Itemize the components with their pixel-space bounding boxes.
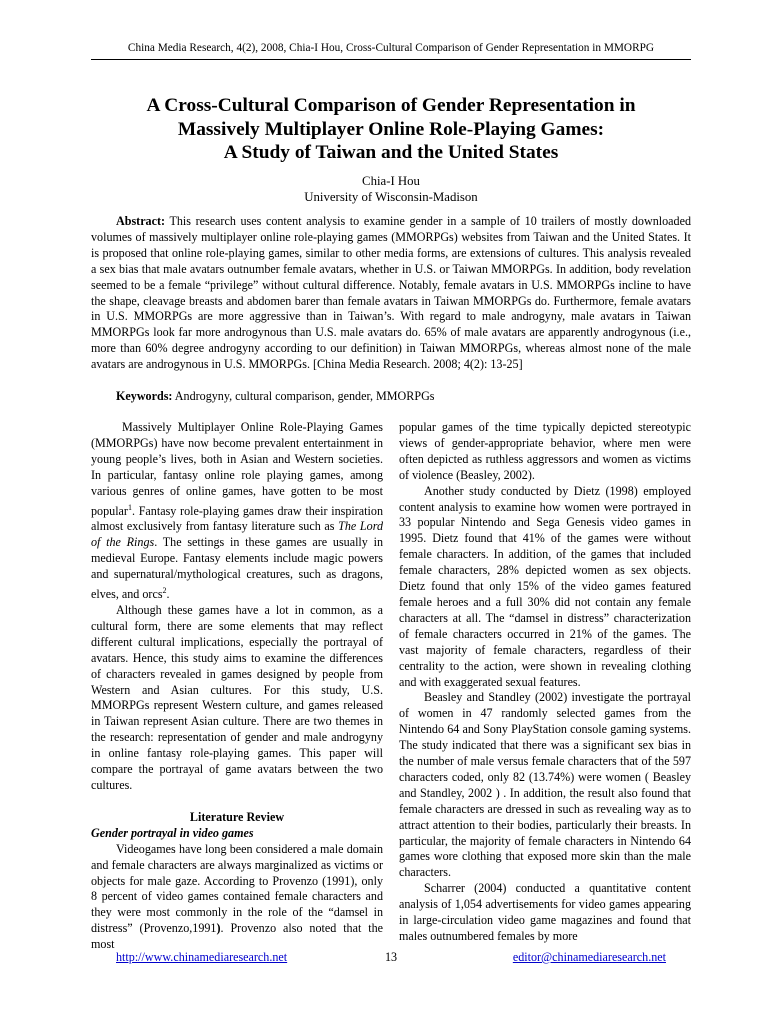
header-rule — [91, 59, 691, 60]
abstract — [91, 214, 691, 373]
right-column — [399, 420, 691, 945]
website-link[interactable]: http://www.chinamediaresearch.net — [116, 950, 288, 964]
intro-paragraph-2: Although these games have a lot in common, as a cultural form, there are some elements that may reflect different cultural implications, especially the portrayal of avatars. Hence, this study aims to examine the differences of characters revealed in games designed by people from Western and Asian cultures. For this study, U.S. MMORPGs represent Western culture, and games released in Taiwan represent Asian culture. There are two themes in the research: representation of gender and male androgyny in online fantasy role-playing games. This paper will compare the portrayal of game avatars between the two cultures. — [91, 603, 383, 792]
paper-title — [91, 94, 691, 165]
footnote-ref-1: 1 — [127, 502, 132, 512]
footnote-ref-2: 2 — [162, 586, 167, 596]
abstract-text: This research uses content analysis to examine gender in a sample of 10 trailers of mostly downloaded volumes of massively multiplayer online role-playing games (MMORPGs) websites from Taiwan and the United States. It is proposed that online role-playing games, similar to other media forms, are extensions of cultures. This analysis revealed a sex bias that male avatars outnumber female avatars, whether in U.S. or Taiwan MMORPGs. In addition, body revelation seemed to be a female “privilege” without cultural difference. Notably, female avatars in U.S. MMORPGs incline to have the shape, cleavage breasts and abdomen barer than female avatars in Taiwan MMORPGs do. Furthermore, female avatars in U.S. MMORPGs are more aggressive than in Taiwan’s. With regard to male androgyny, male avatars in Taiwan MMORPGs look far more androgynous than U.S. male avatars do. 65% of male avatars are apparently androgynous (i.e., more than 60% degree androgyny according to our definition) in Taiwan MMORPGs, whereas almost none of the male avatars are androgynous in U.S. MMORPGs. [China Media Research. 2008; 4(2): 13-25] — [91, 214, 691, 372]
running-head: China Media Research, 4(2), 2008, Chia-I Hou, Cross-Cultural Comparison of Gender Representation in MMORPG — [127, 42, 655, 54]
intro-p1-a: Massively Multiplayer Online Role-Playing Games (MMORPGs) have now become prevalent entertainment in young people’s lives, both in Asian and Western societies. In particular, fantasy online role playing games, among various genres of online games, have gotten to be most popular — [91, 420, 383, 518]
keywords-label: Keywords: — [116, 389, 173, 403]
keywords — [116, 389, 691, 405]
right-paragraph-4: Scharrer (2004) conducted a quantitative content analysis of 1,054 advertisements for video games appearing in large-circulation video game magazines and found that males outnumbered females by more — [399, 881, 691, 943]
abstract-label: Abstract: — [116, 214, 166, 228]
right-paragraph-2: Another study conducted by Dietz (1998) employed content analysis to examine how women were portrayed in 33 popular Nintendo and Sega Genesis video games in 1995. Dietz found that 41% of the games were without female characters. In addition, of the games that included female characters, 28% depicted women as sex objects. Dietz found that only 15% of the video games featured female heroes and a full 30% did not contain any female characters at all. The “damsel in distress” characterization of female characters occurred in 21% of the games. The vast majority of female characters, regardless of their centrality to the action, were shown in revealing clothing and with exaggerated sexual features. — [399, 483, 691, 689]
left-column — [91, 420, 383, 953]
lit-p1-b: . Provenzo also noted that the most — [91, 921, 384, 952]
author-block — [91, 174, 691, 205]
lit-p1-bold: ) — [216, 921, 221, 936]
title-line-3: A Study of Taiwan and the United States — [223, 142, 559, 163]
keywords-text: Androgyny, cultural comparison, gender, MMORPGs — [174, 389, 435, 403]
intro-p1-b: . Fantasy role-playing games draw their inspiration almost exclusively from fantasy literature such as — [91, 503, 383, 534]
page-number: 13 — [384, 950, 398, 964]
page-footer — [91, 950, 691, 968]
book-title: The Lord of the Rings — [91, 519, 383, 550]
title-line-2: Massively Multiplayer Online Role-Playing Games: — [177, 118, 605, 140]
right-paragraph-1: popular games of the time typically depicted stereotypic views of gender-appropriate behavior, where men were often depicted as ruthless aggressors and women as victims of violence (Beasley, 2002). — [399, 420, 691, 482]
author-affiliation: University of Wisconsin-Madison — [304, 189, 478, 204]
right-paragraph-3: Beasley and Standley (2002) investigate the portrayal of women in 47 randomly selected games from the Nintendo 64 and Sony PlayStation console gaming systems. The study indicated that there was a significant sex bias in the number of male versus female characters that of the 597 characters coded, only 82 (13.74%) were women ( Beasley and Standley, 2002 ) . In addition, the result also found that female characters are dressed in such as revealing way as to attract attention to their bodies, particularly their breasts. In particular, the majority of female characters in Nintendo 64 games wore clothing that exposed more skin than the male characters. — [399, 690, 691, 880]
intro-p1-c: . The settings in these games are usually in medieval Europe. Fantasy elements include magic powers and supernatural/mythological creatures, such as dragons, elves, and orcs — [91, 535, 383, 602]
title-line-1: A Cross-Cultural Comparison of Gender Representation in — [146, 95, 636, 116]
subsection-heading: Gender portrayal in video games — [91, 825, 254, 840]
intro-paragraph-1 — [91, 420, 383, 603]
intro-p1-d: . — [166, 587, 170, 602]
author-name: Chia-I Hou — [362, 174, 420, 188]
section-heading: Literature Review — [189, 809, 285, 824]
lit-p1-a: Videogames have long been considered a male domain and female characters are always marginalized as victims or objects for male gaze. According to Provenzo (1991), only 8 percent of video games contained female characters and they were most commonly in the role of the “damsel in distress” (Provenzo,1991 — [91, 841, 383, 936]
lit-paragraph-1 — [91, 842, 383, 953]
email-link[interactable]: editor@chinamediaresearch.net — [512, 950, 666, 964]
